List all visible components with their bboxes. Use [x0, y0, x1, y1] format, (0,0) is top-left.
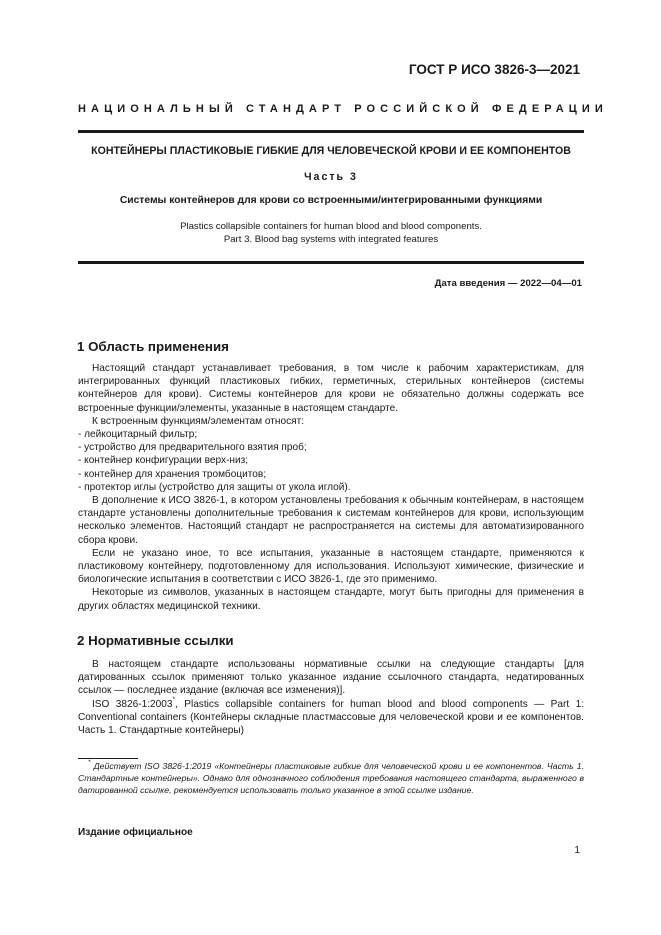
paragraph: В настоящем стандарте использованы нормативные ссылки на следующие стандарты [для датированных ссылок применяют только указанное издание ссылочного стандарта, недатированных ссылок — последнее издание (включая все изменения)]. [78, 659, 584, 697]
reference-code: ISO 3826-1:2003 [92, 698, 173, 710]
english-title-line-2: Part 3. Blood bag systems with integrated features [223, 234, 439, 245]
paragraph: В дополнение к ИСО 3826-1, в котором установлены требования к обычным контейнерам, в настоящем стандарте установлены дополнительные требования к системам контейнеров для крови, использующим несколько элементов. Настоящий стандарт не распространяется на системы для автоматизированного сбора крови. [78, 495, 584, 546]
bottom-rule [78, 261, 584, 264]
paragraph: Некоторые из символов, указанных в настоящем стандарте, могут быть пригодны для применения в других областях медицинской техники. [78, 587, 584, 612]
paragraph: Если не указано иное, то все испытания, указанные в настоящем стандарте, применяются к пластиковому контейнеру, подготовленному для использования. Используют химические, физические и биологические испытания в соответствии с ИСО 3826-1, где это применимо. [78, 547, 584, 586]
section-2-heading: 2 Нормативные ссылки [77, 633, 234, 648]
standard-number: ГОСТ Р ИСО 3826-3—2021 [408, 62, 580, 77]
page-number: 1 [574, 845, 580, 856]
reference-text: , Plastics collapsible containers for human blood and blood components — Part 1: Conventional containers (Контейнеры складные пластмассовые для человеческой крови и ее компонентов. Часть 1. Стандартные контейнеры) [78, 698, 584, 737]
footnote-separator [78, 758, 138, 759]
english-title [78, 220, 584, 246]
list-item: - устройство для предварительного взятия проб; [78, 442, 307, 454]
english-title-line-1: Plastics collapsible containers for human blood and blood components. [180, 221, 482, 232]
footnote [78, 761, 584, 796]
document-title: КОНТЕЙНЕРЫ ПЛАСТИКОВЫЕ ГИБКИЕ ДЛЯ ЧЕЛОВЕЧЕСКОЙ КРОВИ И ЕЕ КОМПОНЕНТОВ [91, 145, 571, 157]
list-item: - контейнер для хранения тромбоцитов; [78, 468, 267, 480]
section-2-body [78, 658, 584, 737]
footnote-text: Действует ISO 3826-1:2019 «Контейнеры пластиковые гибкие для человеческой крови и ее компонентов. Часть 1. Стандартные контейнеры». Однако для однозначного соблюдения требования настоящего стандарта, выраженного в датированной ссылке, рекомендуется использовать только указанное в этой ссылке издание. [78, 761, 584, 795]
document-subtitle: Системы контейнеров для крови со встроенными/интегрированными функциями [119, 195, 543, 206]
official-edition-label: Издание официальное [78, 827, 193, 838]
footnote-mark: * [88, 759, 91, 767]
paragraph: Настоящий стандарт устанавливает требования, в том числе к рабочим характеристикам, для интегрированных функций пластиковых гибких, герметичных, стерильных контейнеров (системы контейнеров для крови). Системы контейнеров для крови не обязательно должны содержать все встроенные функции/элементы, указанные в настоящем стандарте. [78, 363, 584, 414]
reference-entry [78, 698, 584, 738]
footnote-marker: * [172, 696, 176, 704]
top-rule [78, 130, 584, 133]
list-item: - лейкоцитарный фильтр; [78, 429, 198, 441]
paragraph: К встроенным функциям/элементам относят: [92, 415, 305, 427]
section-1-heading: 1 Область применения [77, 339, 229, 354]
section-1-body [78, 362, 584, 613]
list-item: - контейнер конфигурации верх-низ; [78, 455, 249, 467]
list-item: - протектор иглы (устройство для защиты от укола иглой). [78, 481, 351, 493]
introduction-date: Дата введения — 2022—04—01 [434, 278, 582, 289]
part-label: Часть 3 [304, 171, 358, 183]
national-standard-heading: НАЦИОНАЛЬНЫЙ СТАНДАРТ РОССИЙСКОЙ ФЕДЕРАЦИИ [78, 103, 608, 115]
